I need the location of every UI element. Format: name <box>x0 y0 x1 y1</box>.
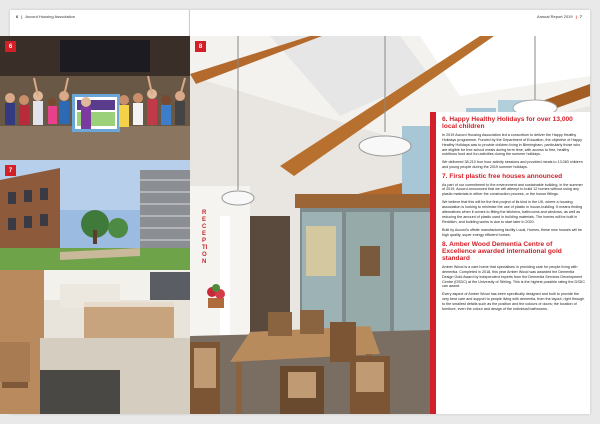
article-plastic-free-houses <box>442 173 585 237</box>
articles-column <box>436 112 590 414</box>
right-page-number: 7 <box>579 14 582 19</box>
article-paragraph: We delivered 38,210 four hour activity sessions and provided meals to 13,083 children and young people during the 2019 summer holidays. <box>442 160 583 170</box>
article-title: 6. Happy Healthy Holidays for over 13,000 local children <box>442 116 573 131</box>
article-amber-wood <box>442 241 585 312</box>
photo-badge-8: 8 <box>195 41 206 52</box>
article-paragraph: As part of our commitment to the environment and sustainable building, in the summer of 2019, Accord announced that we will attempt to build 12 homes without using any plastic materials in either the construction process, or the house fittings. <box>442 182 583 197</box>
header-divider: | <box>575 14 577 19</box>
left-header-title: Accord Housing Association <box>25 14 75 19</box>
header-divider: | <box>21 14 23 19</box>
right-header-title: Annual Report 2019 <box>537 14 573 19</box>
article-title: 7. First plastic free houses announced <box>442 173 563 181</box>
photo-badge-6: 6 <box>5 41 16 52</box>
reception-lettering: RECEPTION <box>202 210 208 265</box>
photo-houses-exterior <box>0 160 190 270</box>
article-paragraph: Amber Wood is a care home that specialises in providing care for people living with dementia. Completed in 2018, this year Amber Wood was awarded the Dementia Design Gold Award by independent experts from the Dementia Services Development Centre (DSDC) at the University of Stirling. This is the highest possible rating the DSDC can award. <box>442 264 585 289</box>
article-paragraph: In 2019 Accord Housing Association led a consortium to deliver the Happy Healthy Holidays programme. Funded by the Department of Education, the objective of Happy Healthy Holidays was to provide children living in Birmingham, particularly those who are eligible for free school meals during term time, with access to free, healthy nutritious food and fun activities during the summer holidays. <box>442 132 582 157</box>
article-title: 8. Amber Wood Dementia Centre of Excellence awarded international gold standard <box>442 240 562 263</box>
photo-children-group <box>0 36 190 160</box>
left-page-number: 6 <box>16 14 19 19</box>
article-paragraph: We believe that this will be the first project of its kind in the UK, where a housing association is looking to minimise the use of plastic in house-building. It means finding alternatives when it comes to fitting the kitchens, bathrooms and windows, as well as reducing the amount of plastic used in building materials. The homes will be built in Redditch, and building works is due to start later in 2020. <box>442 200 583 224</box>
children-group-image <box>0 36 190 160</box>
photo-reception-desk <box>0 270 190 414</box>
left-running-header <box>16 14 75 19</box>
article-paragraph: Every aspect of Amber Wood has been specifically designed and built to provide the very best care and support to people living with dementia, from the layout, right through to the smallest details such as the position and the colours of doors; the location of furniture, even the colour and design of the individual bathrooms. <box>442 292 585 312</box>
article-paragraph: Built by Accord's offsite manufacturing facility Local, Homes, these new houses will be high quality, super energy efficient homes. <box>442 227 583 237</box>
houses-exterior-image <box>0 160 190 270</box>
article-happy-healthy-holidays <box>442 116 585 170</box>
reception-desk-image <box>0 270 190 414</box>
photo-badge-7: 7 <box>5 165 16 176</box>
right-running-header <box>537 14 582 19</box>
